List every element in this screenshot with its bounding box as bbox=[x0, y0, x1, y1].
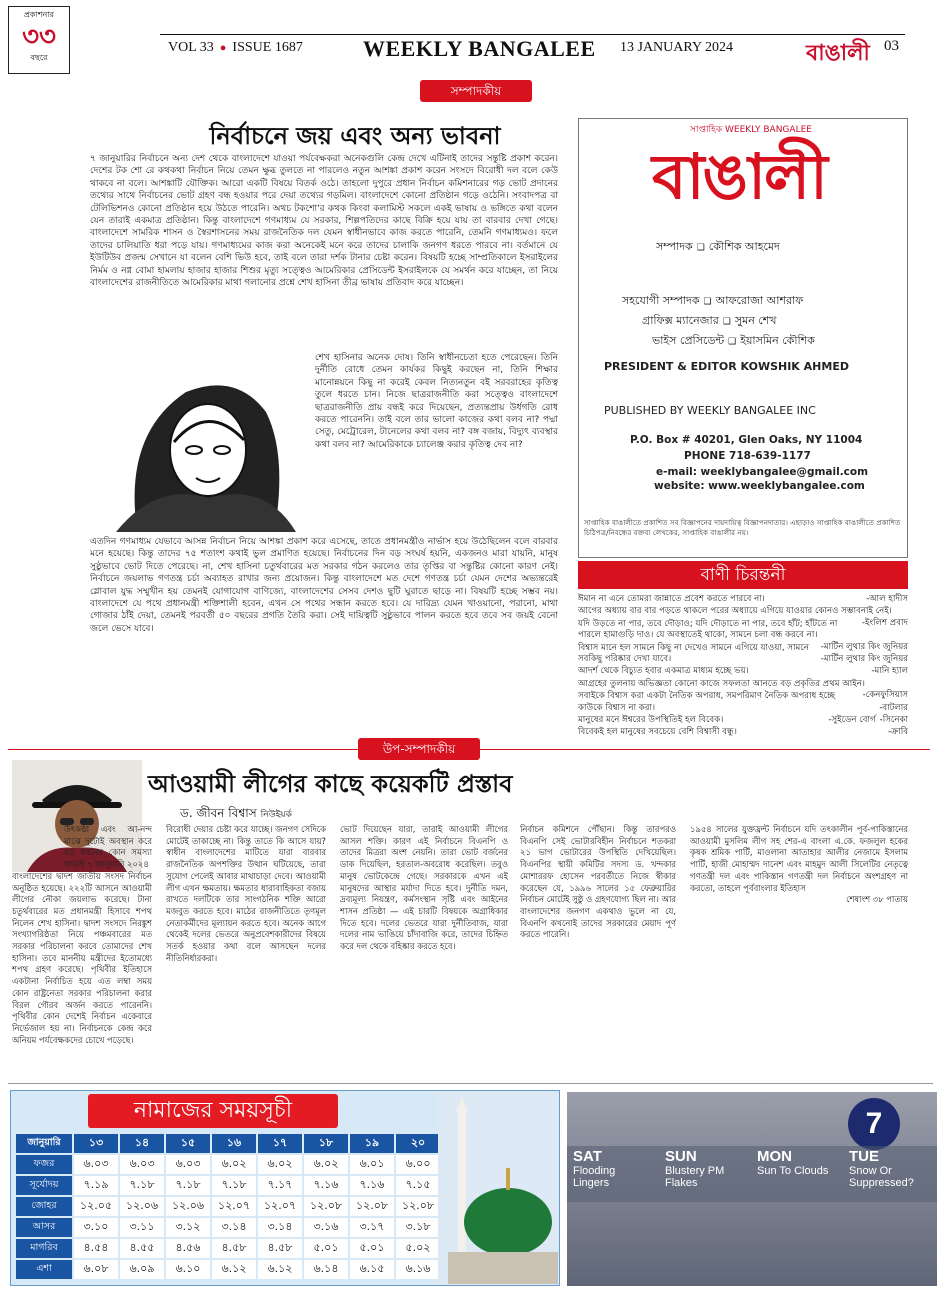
date-header: ১৭ bbox=[258, 1134, 302, 1153]
quote-item bbox=[578, 606, 908, 628]
prayer-time: ১২.০৬ bbox=[120, 1197, 164, 1216]
prayer-time: ১২.০৮ bbox=[350, 1197, 394, 1216]
sub-editorial-rule-left bbox=[8, 749, 358, 750]
prayer-row bbox=[16, 1260, 440, 1279]
anniversary-number: ৩৩ bbox=[22, 22, 56, 52]
quote-author: -সিনেকা bbox=[879, 715, 908, 726]
forecast-day-name: MON bbox=[757, 1148, 792, 1165]
prayer-row bbox=[16, 1218, 440, 1237]
prayer-time: ৬.০৩ bbox=[120, 1155, 164, 1174]
prayer-time: ১২.০৮ bbox=[304, 1197, 348, 1216]
quote-text: আগের অধ্যায় বার বার পড়তে থাকলে পরের অধ্যায়ে এগিয়ে যাওয়ার কোনও সম্ভাবনাই নেই। bbox=[578, 606, 892, 617]
quote-text: সবাইকে বিশ্বাস করা একটা নৈতিক অপরাধ, সমপরিমাণ নৈতিক অপরাধ হচ্ছে কাউকে বিশ্বাস না করা। bbox=[578, 691, 836, 713]
quote-text: যদি উড়তে না পার, তবে দৌড়াও; যদি দৌড়াতে না পার, তবে হাঁট; হাঁটতে না পারলে হামাগুড়ি দাও। যে অবস্থাতেই থাকো, সামনে চলা বন্ধ করবে না। bbox=[578, 618, 838, 641]
assoc-name: আফরোজা আশরাফ bbox=[715, 294, 804, 307]
prayer-name: এশা bbox=[16, 1260, 72, 1279]
prayer-time: ৪.৫৮ bbox=[212, 1239, 256, 1258]
prayer-time: ৩.১৮ bbox=[396, 1218, 440, 1237]
forecast-day-name: SUN bbox=[665, 1148, 697, 1165]
month-label: জানুয়ারি bbox=[16, 1134, 72, 1153]
sub-editorial-column-3: ভোট দিয়েছেন যারা, তারাই আওয়ামী লীগের আসল শক্তি। কারণ এই নির্বাচনে বিএনপি ও তাদের মিত্ররা অংশ নেয়নি। তারা ভোট বর্জনের ডাক দিয়েছিল, হরতাল-অবরোধ করেছিল। তবুও মানুষ ভোটকেন্দ্রে গেছে। সরকারকে এখন এই মানুষদের আস্থার মর্যাদা দিতে হবে। দুর্নীতি দমন, দ্রব্যমূল্য নিয়ন্ত্রণ, কর্মসংস্থান সৃষ্টি এবং আইনের শাসন প্রতিষ্ঠা — এই চারটি বিষয়কে অগ্রাধিকার দিতে হবে। দলের ভেতরে যারা দুর্নীতিবাজ, যারা দলের নাম ভাঙিয়ে চাঁদাবাজি করে, তাদের চিহ্নিত করে দল থেকে বহিষ্কার করতে হবে। bbox=[340, 824, 508, 952]
editorial-banner: সম্পাদকীয় bbox=[420, 80, 532, 102]
forecast-row bbox=[567, 1146, 937, 1202]
editor-line bbox=[656, 238, 780, 257]
prayer-row bbox=[16, 1176, 440, 1195]
quote-text: বিবেকই হল মানুষের সবচেয়ে বেশি বিশ্বাসী বন্ধু। bbox=[578, 727, 737, 738]
date-header: ২০ bbox=[396, 1134, 440, 1153]
date-header: ১৯ bbox=[350, 1134, 394, 1153]
quote-author: -মার্টিন লুথার কিং জুনিয়র bbox=[820, 654, 908, 665]
quote-author: -ইংলিশ প্রবাদ bbox=[861, 617, 908, 628]
prayer-time: ৫.০২ bbox=[396, 1239, 440, 1258]
quotes-list bbox=[578, 594, 908, 740]
prayer-row bbox=[16, 1239, 440, 1258]
date-header: ১৩ bbox=[74, 1134, 118, 1153]
quote-text: মানুষের মনে ঈশ্বরের উপস্থিতিই হল বিবেক। bbox=[578, 715, 724, 726]
vice-president-line bbox=[652, 332, 815, 351]
quote-author: -বাটলার bbox=[879, 702, 908, 713]
issue-date: 13 JANUARY 2024 bbox=[620, 40, 734, 55]
graphics-manager-line bbox=[642, 312, 776, 331]
prayer-time: ১২.০৭ bbox=[258, 1197, 302, 1216]
vp-label: ভাইস প্রেসিডেন্ট bbox=[652, 334, 725, 347]
square-icon: ❑ bbox=[703, 297, 712, 307]
prayer-time: ৩.১৪ bbox=[212, 1218, 256, 1237]
prayer-time: ৬.০২ bbox=[258, 1155, 302, 1174]
forecast-day-name: SAT bbox=[573, 1148, 602, 1165]
prayer-name: সূর্যোদয় bbox=[16, 1176, 72, 1195]
editor-label: সম্পাদক bbox=[656, 240, 693, 253]
quote-text: ঈমান না এনে তোমরা জান্নাতে প্রবেশ করতে পারবে না। bbox=[578, 594, 765, 604]
quote-author: -সুইডেন বোর্গ bbox=[828, 715, 876, 726]
square-icon: ❑ bbox=[696, 243, 705, 253]
prayer-time: ৬.১৪ bbox=[304, 1260, 348, 1279]
date-header: ১৪ bbox=[120, 1134, 164, 1153]
editorial-title: নির্বাচনে জয় এবং অন্য ভাবনা bbox=[209, 122, 501, 150]
prayer-time: ৪.৫৮ bbox=[258, 1239, 302, 1258]
sub-editorial-banner: উপ-সম্পাদকীয় bbox=[358, 738, 480, 760]
prayer-name: আসর bbox=[16, 1218, 72, 1237]
quote-item bbox=[578, 594, 908, 605]
prayer-time: ৬.১০ bbox=[166, 1260, 210, 1279]
volume: VOL 33 bbox=[168, 40, 214, 55]
info-logo-tagline: সাপ্তাহিক WEEKLY BANGALEE bbox=[690, 125, 812, 135]
anniversary-bottom: বছরে bbox=[30, 53, 48, 62]
editorial-body-part-3: এতদিন গণমাধ্যম যেভাবে আসন্ন নির্বাচন নিয়ে আশঙ্কা প্রকাশ করে এসেছে, তাতে প্রধানমন্ত্রীও নার্ভাস হয়ে উঠেছিলেন বলে বারবার মনে হয়েছে। কিন্তু তাদের ৭৫ শতাংশ কথাই ভুল প্রমাণিত হয়েছে। নির্বাচনের দিন বড় সংঘর্ষ হয়নি, একজনও মারা যায়নি, মানুষ সুষ্ঠুভাবে ভোট দিতে পেরেছে। না, শেখ হাসিনা চতুর্থবারের মত সরকার গঠন করলেও তার তৃপ্তির বা সন্তুষ্টির কোনো কারণ নেই। নির্বাচনে জয়লাভ গণতন্ত্র চর্চা অব্যাহত রাখার জন্য প্রয়োজন। কিন্তু বাংলাদেশে মত দেশে গণতন্ত্র চর্চা যেমন দেশের অভ্যন্তরেই গ্লোবাল যুদ্ধ সম্মুখীন হয় তেমনই যোগাযোগ বাণিজ্যে, বাংলাদেশের সেসব দেশও ছুটি ঘুরাতে ছাড়ে না। বিষয়টি হচ্ছে সম্ভব নয়। বাংলাদেশে যে পথে প্রধানমন্ত্রী শক্তিশালী হবেন, এখন সে পথের সন্ধান করতে হবে। যে দারিদ্র্য যেমন খাওয়ানো, পরানো, মাথা গোজার ঠাঁই দেয়া, তেমনই পরবর্তী ৫০ বছরের প্রগতি তৈরি করা। সেই দায়িত্বটি সুষ্ঠুভাবে পালন করতে হবে তবে সব জয়ই বেনো জলে ভেসে যাবে। bbox=[90, 537, 558, 634]
quote-author: -ক্রাবি bbox=[887, 727, 908, 738]
sub-editorial-column-5 bbox=[690, 824, 908, 1080]
sub-editorial-title: আওয়ামী লীগের কাছে কয়েকটি প্রস্তাব bbox=[148, 770, 513, 798]
byline bbox=[180, 805, 292, 825]
author-name: ড. জীবন বিশ্বাস bbox=[180, 806, 257, 820]
column-5-text: ১৯৫৪ সালের যুক্তফ্রন্ট নির্বাচনে যদি তৎকালীন পূর্ব-পাকিস্তানের আওয়ামী মুসলিম লীগ সহ শের-এ বাংলা এ.কে. ফজলুল হকের কৃষক শ্রমিক পার্টি, মাওলানা আতাহার আলীর নেজামে ইসলাম পার্টি, হাজী মোহাম্মদ দানেশ এবং মাহমুদ আলী সিলেটির নেতৃত্বে গণতন্ত্রী দল এবং পাকিস্তান গণতন্ত্রী দল নির্বাচনে অংশগ্রহণ না করতো, তাহলে পূর্ববাংলার ইতিহাস bbox=[690, 824, 908, 893]
prayer-time: ৩.১৬ bbox=[304, 1218, 348, 1237]
quote-item bbox=[578, 727, 908, 738]
sub-editorial-column-4: নির্বাচন কমিশনে পৌঁছান। কিন্তু তারপরও বিএনপি সেই ভোটারবিহীন নির্বাচনে শতকরা ২১ ভাগ ভোটারের উপস্থিতি দেখিয়েছিল। বিএনপির স্থায়ী কমিটির সদস্য ড. খন্দকার মোশাররফ হোসেন পরবর্তীতে নিজে স্বীকার করেছেন যে, ১৯৯৬ সালের ১৫ ফেব্রুয়ারির নির্বাচন মোটেই সুষ্ঠু ও গ্রহণযোগ্য ছিল না। আর বাংলাদেশের জনগণ একথাও ভুলে না যে, বিএনপি কখনোই তাদের সরকারের মেয়াদ পূর্ণ করতে পারেনি। bbox=[520, 824, 676, 940]
sub-editorial-rule-right bbox=[480, 749, 930, 750]
prayer-time: ৭.১৬ bbox=[304, 1176, 348, 1195]
quote-text: আদর্শ থেকে বিচ্যুত হবার একমাত্র মাধ্যম হচ্ছে ভয়। bbox=[578, 666, 749, 677]
president-line: PRESIDENT & EDITOR KOWSHIK AHMED bbox=[604, 360, 849, 373]
anniversary-badge bbox=[8, 6, 70, 74]
page-number: 03 bbox=[884, 38, 899, 54]
prayer-time: ১২.০৭ bbox=[212, 1197, 256, 1216]
date-header: ১৫ bbox=[166, 1134, 210, 1153]
forecast-day-name: TUE bbox=[849, 1148, 879, 1165]
forecast-condition: Blustery PM Flakes bbox=[665, 1165, 725, 1189]
info-logo: বাঙালী bbox=[652, 140, 826, 213]
prayer-time: ৬.০১ bbox=[350, 1155, 394, 1174]
prayer-table-body bbox=[16, 1155, 440, 1279]
publisher-line: PUBLISHED BY WEEKLY BANGALEE INC bbox=[604, 404, 816, 417]
forecast-day bbox=[757, 1148, 831, 1177]
forecast-day bbox=[665, 1148, 739, 1189]
prayer-time: ৭.১৯ bbox=[74, 1176, 118, 1195]
prayer-time: ৬.১২ bbox=[258, 1260, 302, 1279]
sub-editorial-column-2: বিরোধী দেয়ার চেষ্টা করে যাচ্ছে। জনগণ সেদিকে মোটেই তাকাচ্ছে না। কিন্তু তাতে কি আসে যায়? স্বাধীন বাংলাদেশের মাটিতে যারা বারবার রাজনৈতিক অপশক্তির উত্থান ঘটিয়েছে, তারা সুযোগ পেলেই আবার মাথাচাড়া দেবে। আওয়ামী লীগ এখন ক্ষমতায়। ক্ষমতার ধারাবাহিকতা বজায় রাখতে দলটিকে তার সাংগঠনিক শক্তি আরো মজবুত করতে হবে। মাঠের রাজনীতিতে তৃণমূল নেতাকর্মীদের মূল্যায়ন করতে হবে। অনেক আগে থেকেই দলের ভেতরে অনুপ্রবেশকারীদের বিষয়ে সতর্ক হওয়ার কথা বলে আসছেন দলের নীতিনির্ধারকরা। bbox=[166, 824, 326, 963]
prayer-time: ৭.১৭ bbox=[258, 1176, 302, 1195]
prayer-row bbox=[16, 1197, 440, 1216]
graphic-label: গ্রাফিক্স ম্যানেজার bbox=[642, 314, 719, 327]
prayer-time: ৬.০৩ bbox=[74, 1155, 118, 1174]
quote-author: -কেনফুসিয়াস bbox=[862, 690, 908, 701]
quote-author: -মার্টিন লুথার কিং জুনিয়র bbox=[820, 641, 908, 652]
website-link[interactable]: website: www.weeklybangalee.com bbox=[654, 480, 865, 492]
mosque-illustration bbox=[438, 1092, 558, 1284]
prayer-time: ৩.১০ bbox=[74, 1218, 118, 1237]
sub-editorial-column-1 bbox=[12, 824, 152, 1080]
forecast-day bbox=[849, 1148, 923, 1189]
prayer-row bbox=[16, 1155, 440, 1174]
quote-author: -আল হাদীস bbox=[866, 594, 908, 604]
prayer-time: ৬.০২ bbox=[304, 1155, 348, 1174]
issue: ISSUE 1687 bbox=[232, 40, 303, 55]
prayer-time: ৩.১৪ bbox=[258, 1218, 302, 1237]
prayer-time: ৪.৫৫ bbox=[120, 1239, 164, 1258]
anniversary-top: প্রকাশনার bbox=[23, 10, 55, 19]
column-intro: উৎকণ্ঠা এবং আ-নন্দ মাঝে দুটোই অবস্থান করে বড় ধরনের কোন সমস্যা ছাড়াই ৭ জানুয়ারি ২০২৪ bbox=[64, 824, 152, 870]
prayer-time: ৪.৫৪ bbox=[74, 1239, 118, 1258]
prayer-time: ৭.১৮ bbox=[166, 1176, 210, 1195]
prayer-time: ৪.৫৬ bbox=[166, 1239, 210, 1258]
prayer-time: ১২.০৬ bbox=[166, 1197, 210, 1216]
quote-item bbox=[578, 715, 908, 726]
prayer-time: ৭.১৬ bbox=[350, 1176, 394, 1195]
section-divider bbox=[8, 1083, 933, 1084]
prayer-time: ৭.১৫ bbox=[396, 1176, 440, 1195]
assoc-label: সহযোগী সম্পাদক bbox=[622, 294, 700, 307]
header-logo: বাঙালী bbox=[806, 41, 870, 66]
prayer-time: ৬.০৯ bbox=[120, 1260, 164, 1279]
prayer-time: ৫.০১ bbox=[350, 1239, 394, 1258]
prayer-time: ৬.০৮ bbox=[74, 1260, 118, 1279]
abc7-logo: 7 bbox=[848, 1098, 900, 1150]
forecast-condition: Sun To Clouds bbox=[757, 1165, 829, 1177]
prayer-time: ৫.০১ bbox=[304, 1239, 348, 1258]
prayer-time: ৬.১২ bbox=[212, 1260, 256, 1279]
prayer-times-title: নামাজের সময়সূচী bbox=[88, 1094, 338, 1128]
disclaimer-note: সাপ্তাহিক বাঙালীতে প্রকাশিত সব বিজ্ঞাপনের দায়দায়িত্ব বিজ্ঞাপনদাতার। এছাড়াও সাপ্তাহিক বাঙালীতে প্রকাশিত চিঠিপত্র/নিবন্ধের বক্তব্য লেখকের, সাপ্তাহিক বাঙালীর নয়। bbox=[584, 518, 901, 537]
prayer-name: মাগরিব bbox=[16, 1239, 72, 1258]
phone: PHONE 718-639-1177 bbox=[684, 450, 811, 462]
graphic-name: সুমন শেখ bbox=[734, 314, 777, 327]
prayer-time: ৭.১৮ bbox=[212, 1176, 256, 1195]
author-location: নিউইয়র্ক bbox=[260, 810, 292, 820]
forecast-condition: Flooding Lingers bbox=[573, 1165, 616, 1189]
quotes-banner: বাণী চিরন্তনী bbox=[578, 561, 908, 589]
prayer-time: ৬.০০ bbox=[396, 1155, 440, 1174]
prayer-time: ৬.১৬ bbox=[396, 1260, 440, 1279]
date-header: ১৮ bbox=[304, 1134, 348, 1153]
prayer-time: ৬.০৩ bbox=[166, 1155, 210, 1174]
prayer-header-row bbox=[16, 1134, 440, 1153]
forecast-condition: Snow Or Suppressed? bbox=[849, 1165, 914, 1189]
bullet-icon: ● bbox=[219, 42, 227, 54]
prime-minister-illustration bbox=[96, 352, 306, 534]
masthead: WEEKLY BANGALEE bbox=[363, 36, 596, 61]
prayer-time: ৩.১১ bbox=[120, 1218, 164, 1237]
assoc-editor-line bbox=[622, 292, 803, 311]
prayer-time: ৭.১৮ bbox=[120, 1176, 164, 1195]
editor-name: কৌশিক আহমেদ bbox=[708, 240, 780, 253]
forecast-day bbox=[573, 1148, 647, 1189]
quote-item bbox=[578, 678, 908, 701]
vp-name: ইয়াসমিন কৌশিক bbox=[740, 334, 815, 347]
prayer-time: ৩.১২ bbox=[166, 1218, 210, 1237]
continued-link[interactable]: শেষাংশ ৩৮ পাতায় bbox=[846, 894, 908, 905]
prayer-name: ফজর bbox=[16, 1155, 72, 1174]
quote-item bbox=[578, 666, 908, 677]
header-rule bbox=[160, 34, 905, 35]
prayer-time: ১২.০৫ bbox=[74, 1197, 118, 1216]
square-icon: ❑ bbox=[728, 337, 737, 347]
editorial-body-part-1: ৭ জানুয়ারির নির্বাচনে অন্য দেশ থেকে বাংলাদেশে যাওয়া পর্যবেক্ষকরা অনেকগুলি কেন্দ্র দেখে এটিনাই তাদের সন্তুষ্টি প্রকাশ করেন। দেশের টক শো রে কথকথা নির্বাচন নিয়ে তেমন ক্ষুব্ধ তুলতে না পারলেও নতুন আশঙ্কা প্রকাশ করেন সংসদে বিরোধী দল বলে কেউ থাকবে না বলে। আশঙ্কাটি যৌক্তিক। আরো একটি বিষয়ে বিতর্ক ওঠে। তাহলো দুপুরে প্রধান নির্বাচন কমিশনারের গড় ভোট প্রদানের তথ্যের সাথে নির্বাচনের ভোট গ্রহণ বন্ধ হওয়ার পরে দেয়া তথ্যের গড়মিল। বাংলাদেশে কোনো প্রতিষ্ঠান গড়ে ওঠেনি। সংবাদপত্র বা টেলিভিশনও কোনো প্রতিষ্ঠান হয়ে উঠতে পারেনি। অথচ টকশো'র কথক কিংবা কলামিস্ট সকলে একই ভাষায় ও ভঙ্গিতে কথা বলেন যেন তারাই একমাত্র প্রতিষ্ঠান। কিন্তু বাংলাদেশে গণমাধ্যম যে সরকার, শিল্পপতিদের কাছে বিক্রি হয়ে যায় তা বারবার দেখা গেছে। বাংলাদেশে সামরিক শাসন ও স্বৈরশাসনের সময় রাজনৈতিক দল যেমন স্বাধীনভাবে কাজ করতে পারেনি, তেমনি গণমাধ্যমও। ফলে তাদের চালিয়াতি ধরা পড়ে যায়। গণমাধ্যমের কাজ করা অনেকেই মনে করে তাদের চালাকি জনগণ ধরতে পারবে না। বর্তমানে যে ইউটিউব প্রজন্ম সেখানে যা বলেন বেশি ভিউ হবে, তাই বলে তারা দর্শক টানার চেষ্টা করেন। বিষয়টি হচ্ছে সাম্প্রতিকালে ইসরাইলের নির্মম ও নগ্ন বোমা হামলায় হাজার হাজার শিশুর মৃত্যু সত্ত্বেও আমেরিকার প্রেসিডেন্ট ইসরাইলকে যে সমর্থন করে যাচ্ছেন, তা নিয়ে বাংলাদেশের রাজনীতিতে আমেরিকার মাথা গলানোর প্রশ্নে শেখ হাসিনা তীব্র ভাষায় প্রতিবাদ করে যাচ্ছেন। bbox=[90, 154, 558, 289]
prayer-name: জোহর bbox=[16, 1197, 72, 1216]
quote-text: আগ্রহের তুলনায় অভিজ্ঞতা কোনো কাজে সফলতা আনতে বড় প্রকৃতির প্রথম আইন। bbox=[578, 678, 865, 689]
prayer-time: ১২.০৮ bbox=[396, 1197, 440, 1216]
prayer-times-table bbox=[14, 1132, 442, 1281]
date-header: ১৬ bbox=[212, 1134, 256, 1153]
quote-text: বিশ্বাস মানে হল সামনে কিছু না দেখেও সামনে এগিয়ে যাওয়া, সামনে সবকিছু পরিষ্কার দেখা যাবে। bbox=[578, 642, 809, 665]
prayer-time: ৩.১৭ bbox=[350, 1218, 394, 1237]
issue-info bbox=[168, 40, 303, 56]
editorial-body-part-2: শেখ হাসিনার অনেক দোষ। তিনি স্বাধীনচেতা হতে পেরেছেন। তিনি দুর্নীতি রোধে তেমন কার্যকর কিছুই করছেন না, তিনি শিক্ষার মানোন্নয়নে কিছু না করেই কেবল নিত্যনতুন বই সরবরাহের কৃতিত্ব তুলে ধরতে চান। নিজে ছাত্ররাজনীতি করা সত্ত্বেও বাংলাদেশে ছাত্ররাজনীতি প্রায় বন্ধই করে দিয়েছেন, প্রত্যন্তপ্রায় উর্ধগতি রোধ করতে পারেননি। তাই বলে তার ভালো কাজের কথা বলব না? পদ্মা সেতু, মেট্রোরেল, টানেলের কথা বলব না? বঙ্গ বজায়, বিদ্যুৎ ব্যবস্থার কথা বলব না? আমেরিকাকে চ্যালেঞ্জ করার কৃতিত্ব দেব না? bbox=[315, 353, 558, 450]
prayer-time: ৬.১৫ bbox=[350, 1260, 394, 1279]
square-icon: ❑ bbox=[722, 317, 731, 327]
column-1-text: বাংলাদেশের দ্বাদশ জাতীয় সংসদ নির্বাচন অনুষ্ঠিত হয়েছে। ২২২টি আসনে আওয়ামী লীগের নৌকা জয়লাভ করেছে। টানা চতুর্থবারের মত প্রধানমন্ত্রী হিসাবে শপথ নিলেন শেখ হাসিনা। দ্বাদশ সংসদে নিরঙ্কুশ সংখ্যাগরিষ্ঠতা নিয়ে পঞ্চমবারের মত সরকার পরিচালনা করবে তোমাদের শেখ হাসিনা। তবে মাননীয় মন্ত্রীদের ইতোমধ্যে শপথ গ্রহণ করেছে। পৃথিবীর ইতিহাসে একটানা নির্বাচিত হয়ে এত লম্বা সময় কোন রাষ্ট্রনেতা সরকার পরিচালনা করার বিরল গৌরব অর্জন করতে পারেননি। পৃথিবীর কোন দেশেই নির্বাচন একেবারে নির্ভেজাল হয় না। নির্বাচনকে কেন্দ্র করে অনিয়ম পর্যবেক্ষকদের চোখে পড়েছে। bbox=[12, 870, 152, 1045]
prayer-time: ৬.০২ bbox=[212, 1155, 256, 1174]
email-link[interactable]: e-mail: weeklybangalee@gmail.com bbox=[656, 466, 869, 478]
po-box: P.O. Box # 40201, Glen Oaks, NY 11004 bbox=[630, 434, 863, 446]
quote-author: -মানি হ্যাল bbox=[871, 666, 908, 677]
